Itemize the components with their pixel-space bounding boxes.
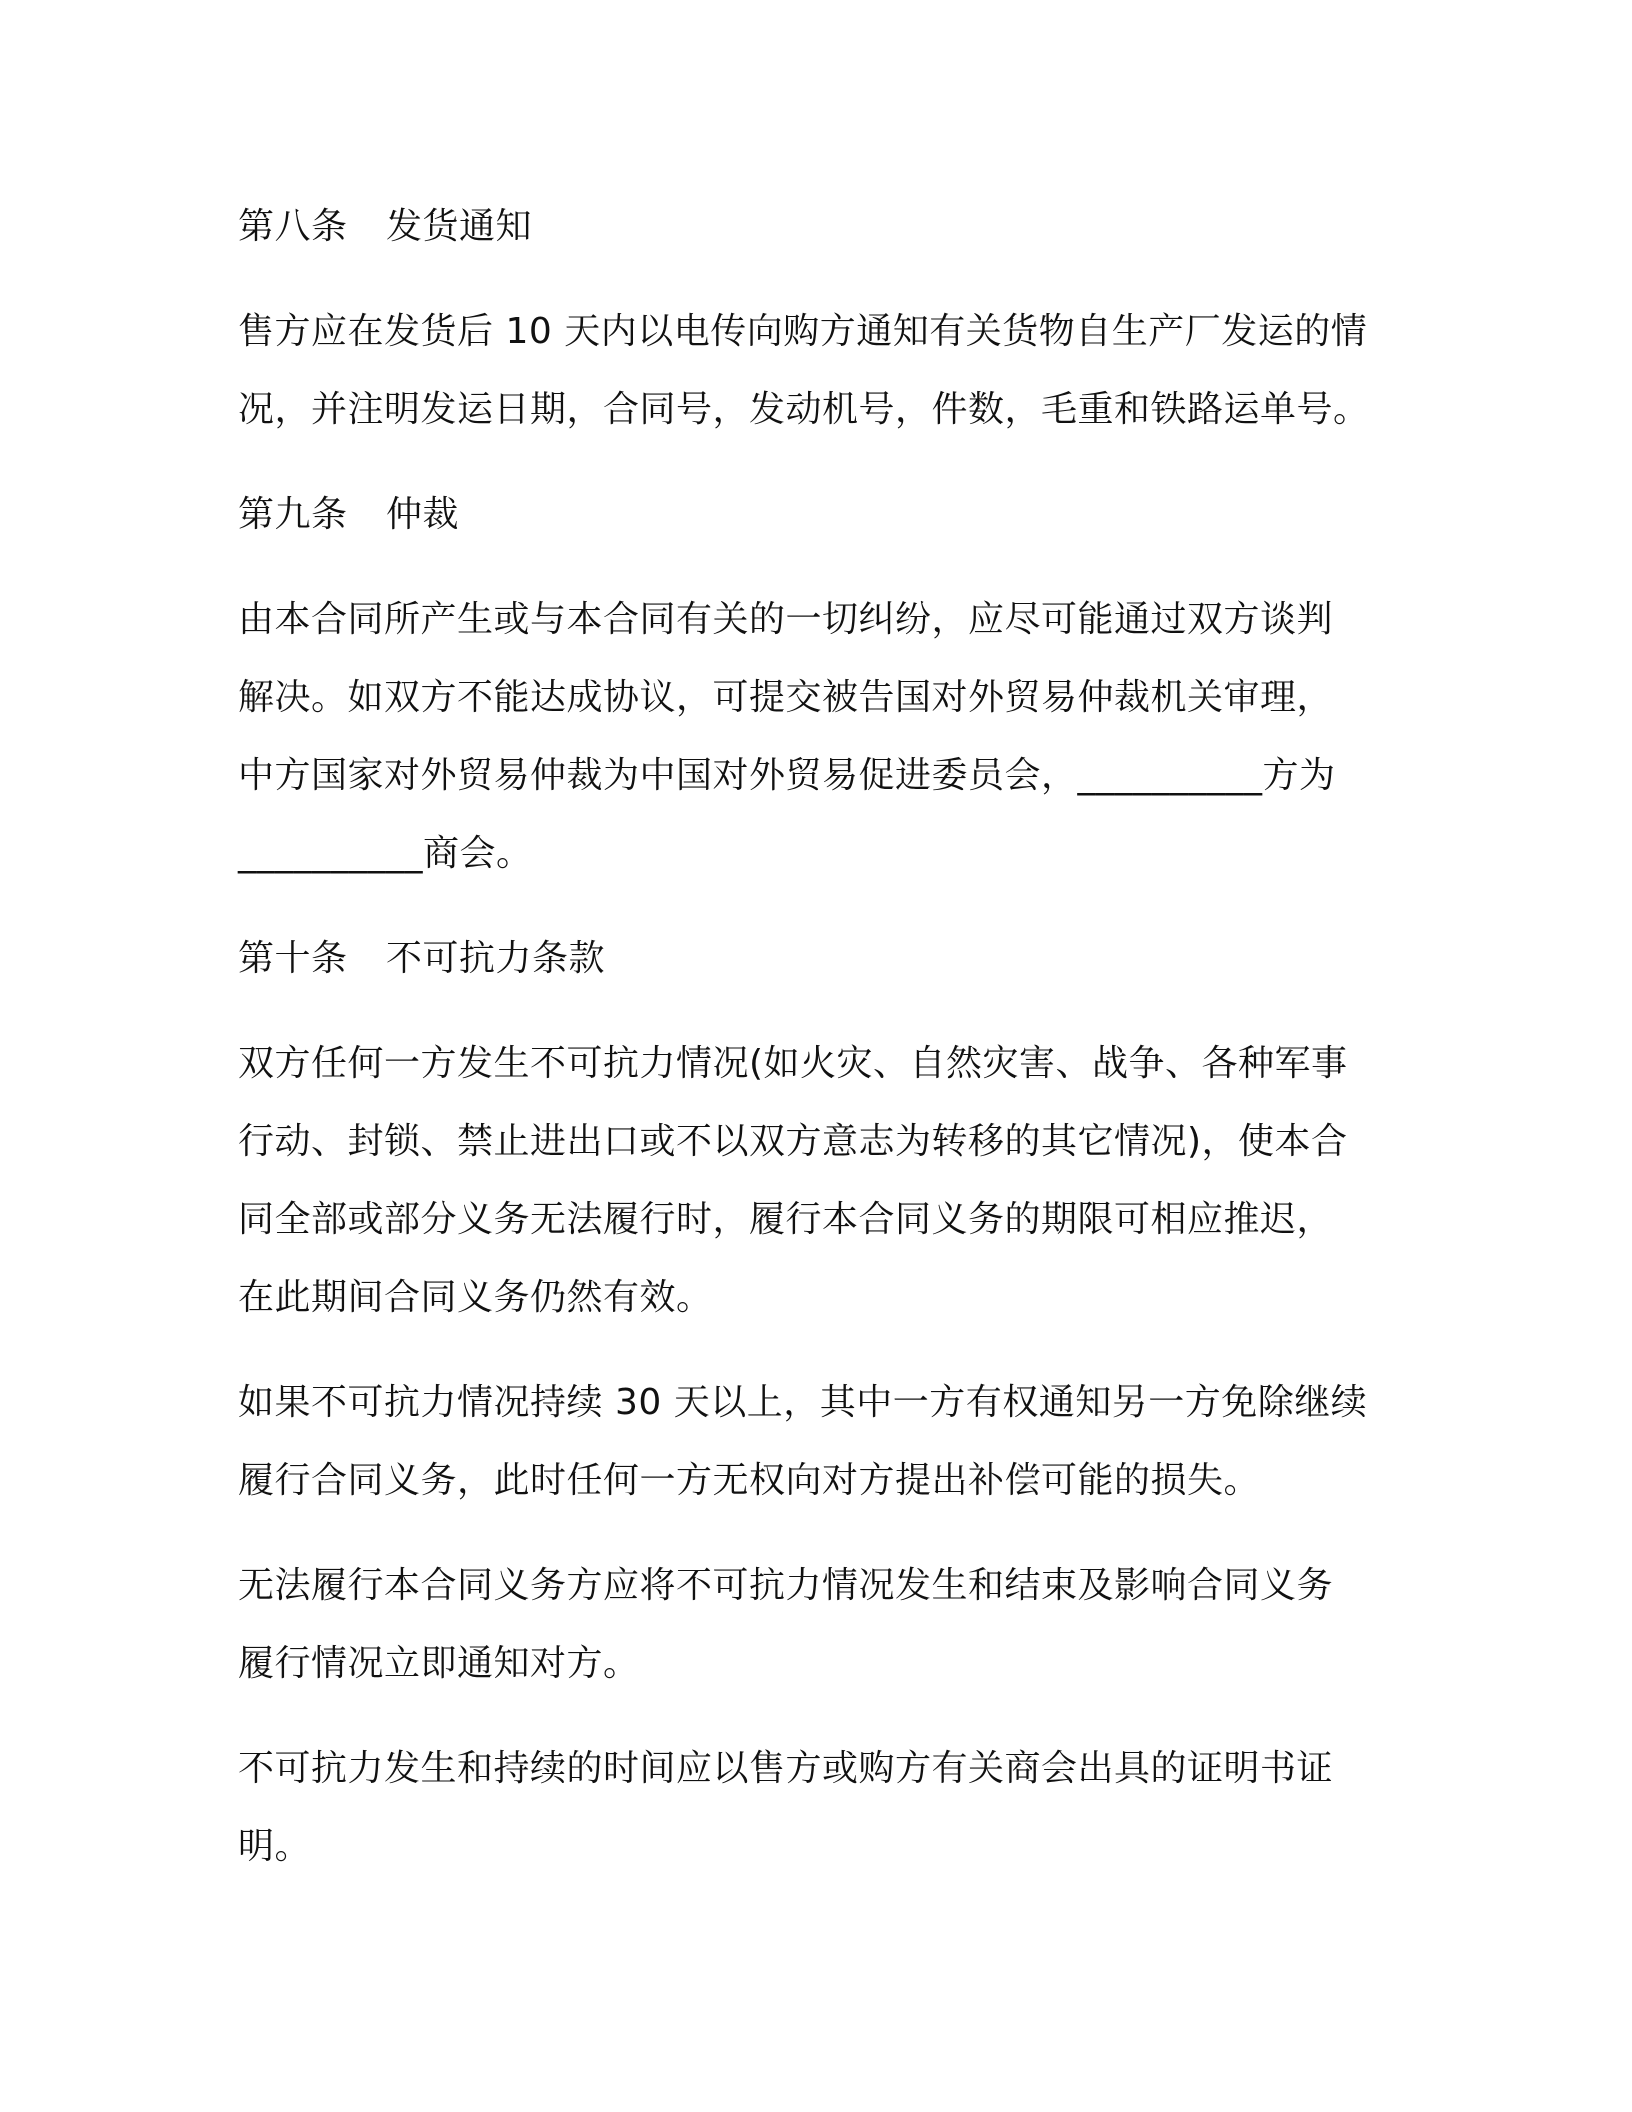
paragraph-force-majeure-4 [238,1730,1398,1886]
text-line: 无法履行本合同义务方应将不可抗力情况发生和结束及影响合同义务 [238,1565,1334,1606]
text-line: 不可抗力发生和持续的时间应以售方或购方有关商会出具的证明书证 [238,1748,1334,1789]
text-line: 履行合同义务，此时任何一方无权向对方提出补偿可能的损失。 [238,1460,1261,1501]
text-line: 售方应在发货后 10 天内以电传向购方通知有关货物自生产厂发运的情 [238,311,1368,352]
section-number: 第十条 [238,938,348,979]
text-line: 同全部或部分义务无法履行时，履行本合同义务的期限可相应推迟， [238,1199,1334,1240]
text-line: __________商会。 [238,833,533,874]
text-line: 双方任何一方发生不可抗力情况(如火灾、自然灾害、战争、各种军事 [238,1043,1348,1084]
section-heading-9 [238,476,1398,554]
paragraph-force-majeure-3 [238,1547,1398,1703]
section-title: 不可抗力条款 [386,938,606,979]
text-line: 行动、封锁、禁止进出口或不以双方意志为转移的其它情况)，使本合 [238,1121,1348,1162]
paragraph-force-majeure-1 [238,1025,1398,1337]
text-line: 中方国家对外贸易仲裁为中国对外贸易促进委员会，__________方为 [238,755,1336,796]
text-line: 履行情况立即通知对方。 [238,1643,640,1684]
text-line: 如果不可抗力情况持续 30 天以上，其中一方有权通知另一方免除继续 [238,1382,1368,1423]
section-title: 发货通知 [386,206,533,247]
section-title: 仲裁 [386,494,460,535]
document-page [238,188,1398,1886]
section-heading-8 [238,188,1398,266]
section-number: 第八条 [238,206,348,247]
text-line: 在此期间合同义务仍然有效。 [238,1277,713,1318]
paragraph-force-majeure-2 [238,1364,1398,1520]
text-line: 明。 [238,1826,312,1867]
paragraph-arbitration [238,581,1398,893]
text-line: 由本合同所产生或与本合同有关的一切纠纷，应尽可能通过双方谈判 [238,599,1334,640]
section-heading-10 [238,920,1398,998]
text-line: 况，并注明发运日期，合同号，发动机号，件数，毛重和铁路运单号。 [238,389,1370,430]
section-number: 第九条 [238,494,348,535]
text-line: 解决。如双方不能达成协议，可提交被告国对外贸易仲裁机关审理， [238,677,1334,718]
paragraph-shipping-notice [238,293,1398,449]
